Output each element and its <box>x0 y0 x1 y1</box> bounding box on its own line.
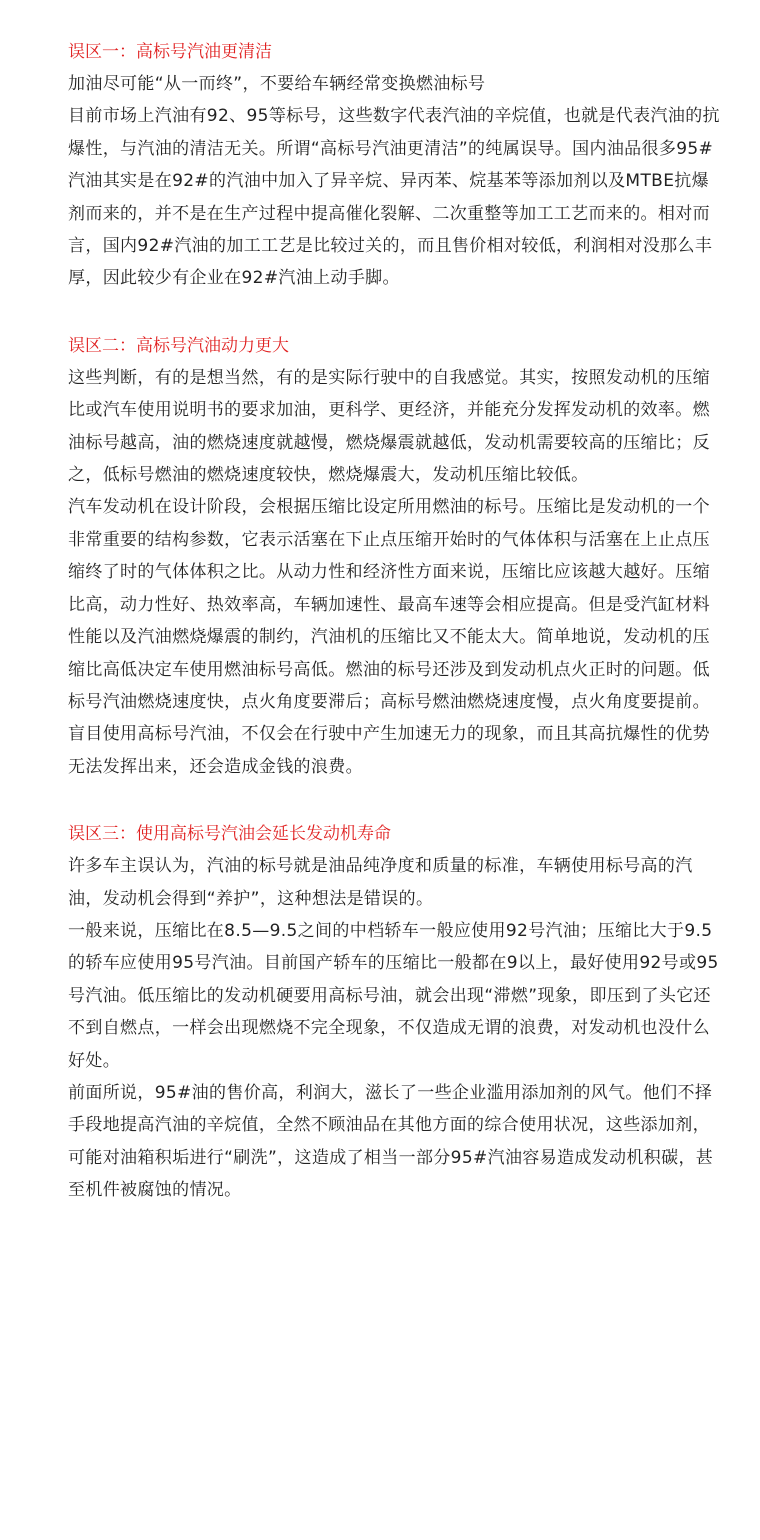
section-myth-2 <box>68 330 724 783</box>
section-title: 误区二：高标号汽油动力更大 <box>68 335 289 356</box>
paragraph: 前面所说，95#油的售价高，利润大，滋长了一些企业滥用添加剂的风气。他们不择手段地提高汽油的辛烷值，全然不顾油品在其他方面的综合使用状况，这些添加剂，可能对油箱积垢进行“刷洗”，这造成了相当一部分95#汽油容易造成发动机积碳，甚至机件被腐蚀的情况。 <box>68 1082 714 1201</box>
section-title: 误区三：使用高标号汽油会延长发动机寿命 <box>68 824 391 845</box>
paragraph: 盲目使用高标号汽油，不仅会在行驶中产生加速无力的现象，而且其高抗爆性的优势无法发挥出来，还会造成金钱的浪费。 <box>68 724 710 777</box>
paragraph: 一般来说，压缩比在8.5—9.5之间的中档轿车一般应使用92号汽油；压缩比大于9.5的轿车应使用95号汽油。目前国产轿车的压缩比一般都在9以上，最好使用92号或95号汽油。低压缩比的发动机硬要用高标号油，就会出现“滞燃”现象，即压到了头它还不到自燃点，一样会出现燃烧不完全现象，不仅造成无谓的浪费，对发动机也没什么好处。 <box>68 920 719 1071</box>
paragraph: 许多车主误认为，汽油的标号就是油品纯净度和质量的标准，车辆使用标号高的汽油，发动机会得到“养护”，这种想法是错误的。 <box>68 856 693 909</box>
paragraph: 目前市场上汽油有92、95等标号，这些数字代表汽油的辛烷值，也就是代表汽油的抗爆性，与汽油的清洁无关。所谓“高标号汽油更清洁”的纯属误导。国内油品很多95#汽油其实是在92#的汽油中加入了异辛烷、异丙苯、烷基苯等添加剂以及MTBE抗爆剂而来的，并不是在生产过程中提高催化裂解、二次重整等加工工艺而来的。相对而言，国内92#汽油的加工工艺是比较过关的，而且售价相对较低，利润相对没那么丰厚，因此较少有企业在92#汽油上动手脚。 <box>68 106 720 289</box>
section-myth-1 <box>68 36 724 295</box>
paragraph: 汽车发动机在设计阶段，会根据压缩比设定所用燃油的标号。压缩比是发动机的一个非常重要的结构参数，它表示活塞在下止点压缩开始时的气体体积与活塞在上止点压缩终了时的气体体积之比。从动力性和经济性方面来说，压缩比应该越大越好。压缩比高，动力性好、热效率高，车辆加速性、最高车速等会相应提高。但是受汽缸材料性能以及汽油燃烧爆震的制约，汽油机的压缩比又不能太大。简单地说，发动机的压缩比高低决定车使用燃油标号高低。燃油的标号还涉及到发动机点火正时的问题。低标号汽油燃烧速度快，点火角度要滞后；高标号燃油燃烧速度慢，点火角度要提前。 <box>68 497 710 712</box>
paragraph: 加油尽可能“从一而终”，不要给车辆经常变换燃油标号 <box>68 74 486 94</box>
section-title: 误区一：高标号汽油更清洁 <box>68 42 272 62</box>
paragraph: 这些判断，有的是想当然，有的是实际行驶中的自我感觉。其实，按照发动机的压缩比或汽车使用说明书的要求加油，更科学、更经济，并能充分发挥发动机的效率。燃油标号越高，油的燃烧速度就越慢，燃烧爆震就越低，发动机需要较高的压缩比；反之，低标号燃油的燃烧速度较快，燃烧爆震大，发动机压缩比较低。 <box>68 367 710 486</box>
section-myth-3 <box>68 818 724 1206</box>
